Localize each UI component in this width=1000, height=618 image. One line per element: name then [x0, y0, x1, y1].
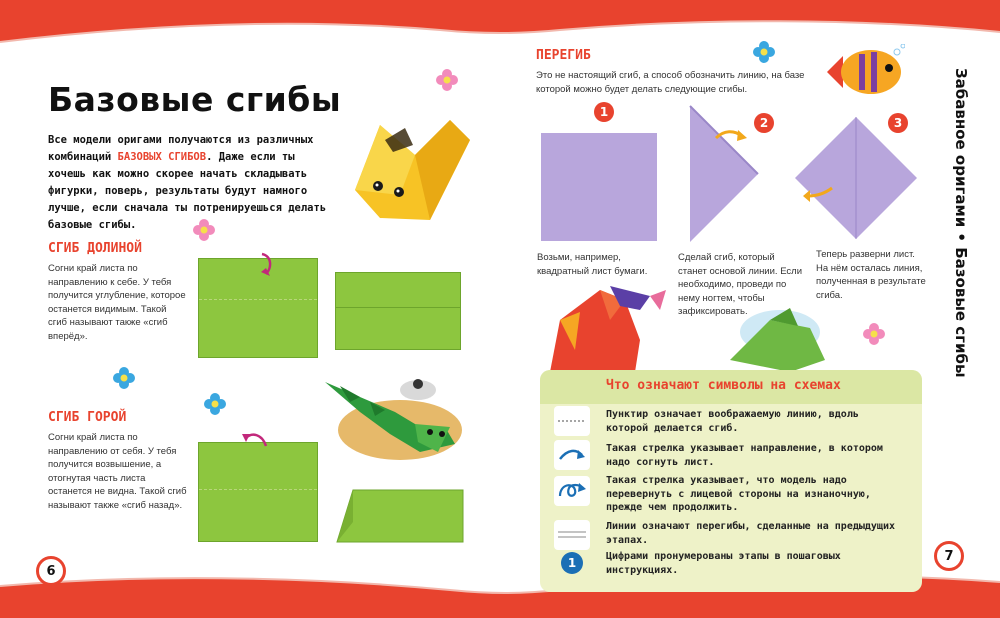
step-2-text: Сделай сгиб, который станет основой линии. Если необходимо, проведи по нему ногтем, чтобы зафиксировать. [678, 252, 803, 317]
side-title-text: Забавное оригами • Базовые сгибы [952, 68, 970, 378]
lilac-triangle-sheet [688, 104, 760, 244]
flower-icon [112, 366, 136, 390]
step-1-text: Возьми, например, квадратный лист бумаги. [537, 252, 648, 277]
flower-icon [862, 322, 886, 346]
flower-icon [192, 218, 216, 242]
fold-arrow-icon [240, 428, 270, 450]
mountain-fold-title: СГИБ ГОРОЙ [48, 410, 127, 425]
legend-text: Линии означают перегибы, сделанные на предыдущих этапах. [606, 521, 895, 546]
crease-text: Это не настоящий сгиб, а способ обозначить линию, на базе которой можно будет делать следующие сгибы. [536, 70, 805, 95]
step-number-icon [554, 548, 590, 578]
mountain-fold-text: Согни край листа по направлению от себя. У тебя получится возвышение, а отогнутая часть листа останется не видна. Такой сгиб называют также «сгиб назад». [48, 432, 187, 511]
step-number-3: 3 [888, 113, 908, 133]
legend-text: Такая стрелка указывает, что модель надо перевернуть с лицевой стороны на изнаночную, прежде чем продолжить. [606, 475, 871, 513]
valley-fold-title: СГИБ ДОЛИНОЙ [48, 241, 142, 256]
origami-fish-illustration [825, 44, 905, 100]
legend-text: Пунктир означает воображаемую линию, вдоль которой делается сгиб. [606, 409, 859, 434]
symbols-legend-box [540, 370, 922, 592]
side-vertical-title [948, 68, 970, 378]
page-title: Базовые сгибы [48, 80, 342, 119]
fold-arrow-icon [258, 250, 278, 278]
fold-arrow-icon [802, 184, 836, 204]
valley-fold-text: Согни край листа по направлению к себе. У тебя получится углубление, которое останется видимым. Такой сгиб называют также «сгиб вперёд». [48, 263, 186, 342]
mountain-fold-sheet [198, 442, 318, 542]
origami-crocodile-illustration [320, 372, 470, 467]
fold-arrow-icon [554, 440, 590, 470]
dashed-line-icon [554, 406, 590, 436]
mountain-folded-sheet [335, 482, 465, 544]
step-number-1: 1 [594, 102, 614, 122]
page-number-right: 7 [934, 541, 964, 571]
flower-icon [752, 40, 776, 64]
valley-folded-sheet [335, 272, 461, 350]
flower-icon [435, 68, 459, 92]
legend-text: Такая стрелка указывает направление, в котором надо согнуть лист. [606, 443, 883, 468]
fold-arrow-icon [714, 126, 748, 144]
intro-text-start: Все модели оригами получаются из различных комбинаций [48, 134, 314, 163]
origami-dinosaurs-illustration [540, 280, 840, 372]
fold-dash-line [199, 489, 317, 490]
intro-text-end: . Даже если ты хочешь как можно скорее начать складывать фигурки, поверь, результаты будут намного лучше, если сначала ты потренируешься делать базовые сгибы. [48, 151, 327, 231]
crease-title: ПЕРЕГИБ [536, 48, 591, 63]
origami-fish-illustration [345, 100, 475, 230]
fold-line [336, 307, 460, 308]
flower-icon [203, 392, 227, 416]
step-3-text: Теперь разверни лист. На нём осталась линия, полученная в результате сгиба. [816, 249, 926, 301]
legend-number-badge: 1 [561, 552, 583, 574]
page-number-left: 6 [36, 556, 66, 586]
legend-title: Что означают символы на схемах [606, 378, 841, 393]
turn-over-arrow-icon [554, 476, 590, 506]
lilac-diamond-sheet [793, 115, 919, 241]
crease-lines-icon [554, 520, 590, 550]
legend-text: Цифрами пронумерованы этапы в пошаговых инструкциях. [606, 551, 841, 576]
step-number-2: 2 [754, 113, 774, 133]
intro-highlight: БАЗОВЫХ СГИБОВ [117, 151, 207, 163]
lilac-square-sheet [541, 133, 657, 241]
fold-dash-line [199, 299, 317, 300]
